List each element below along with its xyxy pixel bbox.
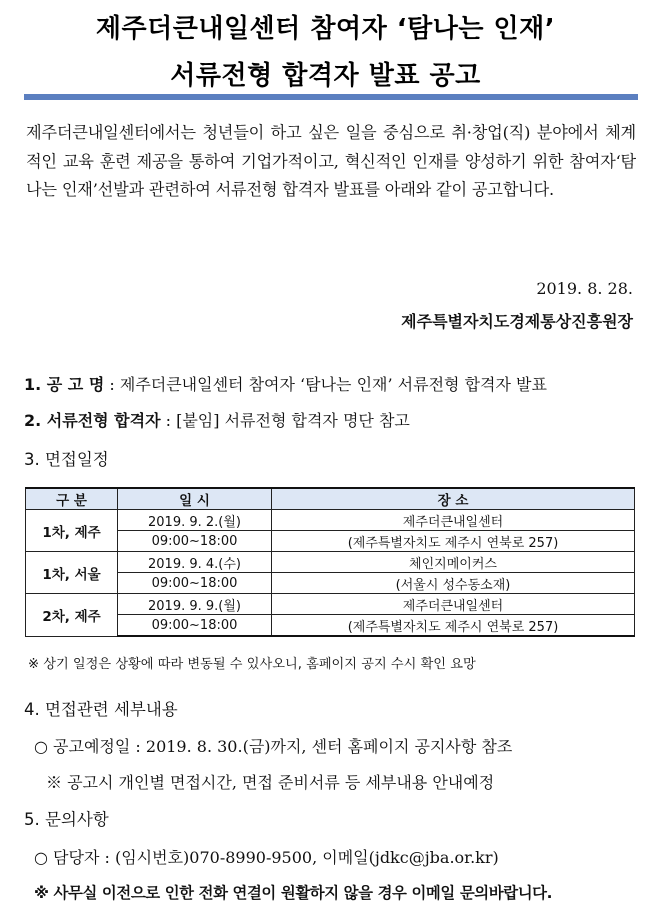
- title-line-1: 제주더큰내일센터 참여자 ‘탐나는 인재’: [95, 14, 556, 44]
- section-3-title: 3. 면접일정: [24, 450, 109, 469]
- intro-paragraph: 제주더큰내일센터에서는 청년들이 하고 싶은 일을 중심으로 취·창업(직) 분야에서 체계적인 교육 훈련 제공을 통하여 기업가적이고, 혁신적인 인재를 양성하기 위한 참여자‘탐나는 인재’선발과 관련하여 서류전형 합격자 발표를 아래와 같이 공고합니다.: [26, 123, 636, 200]
- row-date: 2019. 9. 4.(수): [118, 552, 272, 573]
- table-header-row: [26, 488, 635, 510]
- title-line-2: 서류전형 합격자 발표 공고: [170, 61, 481, 91]
- schedule-note: ※ 상기 일정은 상황에 따라 변동될 수 있사오니, 홈페이지 공지 수시 확인 요망: [28, 657, 476, 672]
- row-date: 2019. 9. 9.(월): [118, 594, 272, 615]
- row-address: (서울시 성수동소재): [272, 573, 635, 594]
- row-time: 09:00~18:00: [118, 615, 272, 637]
- table-row: [26, 531, 635, 552]
- row-place: 제주더큰내일센터: [272, 510, 635, 531]
- row-place: 제주더큰내일센터: [272, 594, 635, 615]
- table-row: [26, 510, 635, 531]
- row-address: (제주특별자치도 제주시 연북로 257): [272, 531, 635, 552]
- table-row: [26, 573, 635, 594]
- section-4-title: 4. 면접관련 세부내용: [24, 700, 178, 719]
- section-4-bullet: ○ 공고예정일 : 2019. 8. 30.(금)까지, 센터 홈페이지 공지사항 참조: [34, 737, 513, 756]
- item-2-key: 2. 서류전형 합격자: [24, 411, 161, 430]
- item-announcement-name: [24, 372, 547, 395]
- table-row: [26, 594, 635, 615]
- col-header-place: 장 소: [272, 488, 635, 510]
- item-2-value: : [붙임] 서류전형 합격자 명단 참고: [160, 411, 410, 430]
- table-row: [26, 615, 635, 637]
- col-header-datetime: 일 시: [118, 488, 272, 510]
- row-address: (제주특별자치도 제주시 연북로 257): [272, 615, 635, 637]
- section-5-bullet: ○ 담당자 : (임시번호)070-8990-9500, 이메일(jdkc@jba.or.kr): [34, 848, 499, 867]
- section-5-title: 5. 문의사항: [24, 810, 109, 829]
- row-date: 2019. 9. 2.(월): [118, 510, 272, 531]
- row-time: 09:00~18:00: [118, 573, 272, 594]
- announce-date: 2019. 8. 28.: [536, 279, 633, 298]
- row-label: 2차, 제주: [26, 594, 118, 637]
- item-1-value: : 제주더큰내일센터 참여자 ‘탐나는 인재’ 서류전형 합격자 발표: [104, 375, 547, 394]
- title-underline: [24, 94, 638, 100]
- table-row: [26, 552, 635, 573]
- row-place: 체인지메이커스: [272, 552, 635, 573]
- item-1-key: 1. 공 고 명: [24, 375, 105, 394]
- row-time: 09:00~18:00: [118, 531, 272, 552]
- row-label: 1차, 서울: [26, 552, 118, 594]
- issuer: 제주특별자치도경제통상진흥원장: [401, 312, 633, 331]
- col-header-division: 구 분: [26, 488, 118, 510]
- item-passers: [24, 408, 410, 431]
- interview-schedule-table: [25, 487, 635, 637]
- row-label: 1차, 제주: [26, 510, 118, 552]
- section-4-note: ※ 공고시 개인별 면접시간, 면접 준비서류 등 세부내용 안내예정: [46, 773, 495, 792]
- section-5-note: ※ 사무실 이전으로 인한 전화 연결이 원활하지 않을 경우 이메일 문의바랍니다.: [34, 884, 553, 902]
